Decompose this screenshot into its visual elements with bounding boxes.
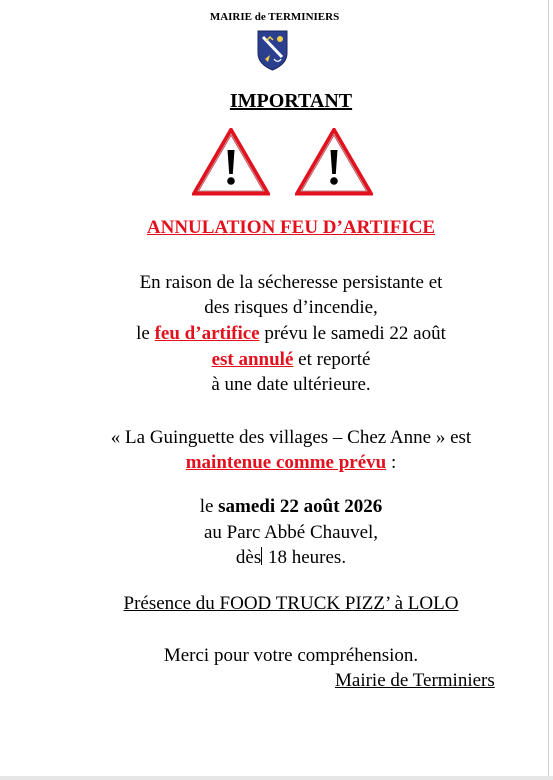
cancelled-line-suffix: et reporté [293,349,371,370]
event-time-prefix: dès [235,547,262,568]
event-place: au Parc Abbé Chauvel, [203,522,379,543]
signature: Mairie de Terminiers [335,670,495,691]
fireworks-line-suffix: prévu le samedi 22 août [259,323,446,344]
event-date-bold: samedi 22 août 2026 [218,496,383,517]
maintained-highlight: maintenue comme prévu [185,452,387,473]
fireworks-line [0,323,553,345]
warning-triangle-icon [295,128,373,196]
town-crest-icon [256,29,289,71]
mairie-header: MAIRIE de TERMINIERS [209,11,340,23]
maintained-line [0,452,553,474]
event-date-prefix: le [199,496,219,517]
food-truck-line: Présence du FOOD TRUCK PIZZ’ à LOLO [123,593,459,614]
warning-triangle-icon [192,128,270,196]
postponed-line: à une date ultérieure. [211,374,371,395]
reason-line-2: des risques d’incendie, [204,297,378,318]
maintained-line-suffix: : [386,452,397,473]
page-bottom-edge [0,776,553,780]
fireworks-highlight: feu d’artifice [154,323,260,344]
event-time [0,547,553,569]
fireworks-line-prefix: le [136,323,155,344]
important-heading: IMPORTANT [229,90,353,112]
guinguette-line: « La Guinguette des villages – Chez Anne » est [110,427,472,448]
event-time-suffix: 18 heures. [263,547,347,568]
cancelled-line [0,349,553,371]
cancellation-title: ANNULATION FEU D’ARTIFICE [146,217,436,238]
thanks-line: Merci pour votre compréhension. [163,645,419,666]
event-date [0,496,553,518]
cancelled-highlight: est annulé [211,349,294,370]
reason-line-1: En raison de la sécheresse persistante et [139,272,443,293]
